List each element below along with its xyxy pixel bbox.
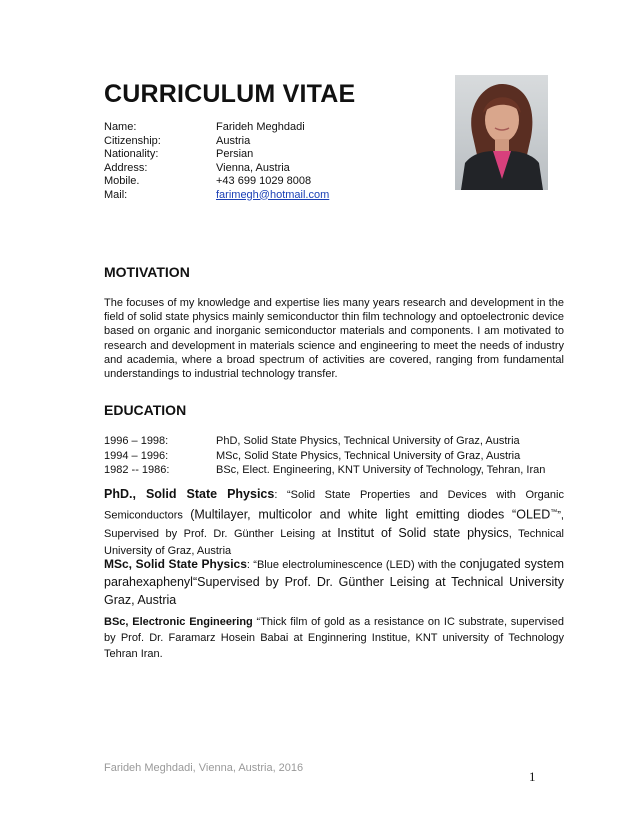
motivation-text: The focuses of my knowledge and expertise lies many years research and development in the field of solid state physics mainly semiconductor thin film technology and optoelectronic device based on organic and inorganic semiconductor materials and components. I am motivated to research and development in materials science and engineering to meet the needs of industry and academia, where a broad spectrum of activities are covered, ranging from fundamental understandings to industrial technology transfer. — [104, 297, 564, 381]
detail-name: Name: Farideh Meghdadi — [104, 121, 305, 133]
personal-details — [104, 121, 434, 202]
education-list — [104, 434, 574, 478]
bsc-description: BSc, Electronic Engineering “Thick film of gold as a resistance on IC substrate, supervised by Prof. Dr. Faramarz Hosein Babai at Enginnering Institue, KNT university of Technology Tehran Iran. — [104, 616, 564, 660]
detail-nationality: Nationality: Persian — [104, 148, 254, 160]
education-entry: 1982 -- 1986: BSc, Elect. Engineering, KNT University of Technology, Tehran, Iran — [104, 464, 546, 476]
msc-description: MSc, Solid State Physics: “Blue electroluminescence (LED) with the conjugated system parahexaphenyl“Supervised by Prof. Dr. Günther Leising at Technical University Graz, Austria — [104, 557, 564, 607]
detail-mobile: Mobile. +43 699 1029 8008 — [104, 175, 312, 187]
education-heading: EDUCATION — [104, 402, 187, 418]
phd-description: PhD., Solid State Physics: “Solid State Properties and Devices with Organic Semiconductors (Multilayer, multicolor and white light emitting diodes “OLED™”, Supervised by Prof. Dr. Günther Leising at Institut of Solid state physics, Technical University of Graz, Austria — [104, 487, 565, 557]
page-footer: Farideh Meghdadi, Vienna, Austria, 2016 — [104, 762, 304, 774]
motivation-heading: MOTIVATION — [104, 264, 190, 280]
page-number: 1 — [529, 769, 536, 784]
education-entry: 1994 – 1996: MSc, Solid State Physics, Technical University of Graz, Austria — [104, 449, 521, 462]
education-entry: 1996 – 1998: PhD, Solid State Physics, Technical University of Graz, Austria — [104, 435, 520, 447]
detail-mail: Mail: farimegh@hotmail.com — [104, 188, 330, 201]
detail-citizenship: Citizenship: Austria — [104, 134, 251, 147]
profile-photo — [455, 75, 548, 190]
email-link[interactable]: farimegh@hotmail.com — [216, 188, 330, 201]
page-title: CURRICULUM VITAE — [104, 80, 356, 108]
detail-address: Address: Vienna, Austria — [104, 161, 290, 174]
